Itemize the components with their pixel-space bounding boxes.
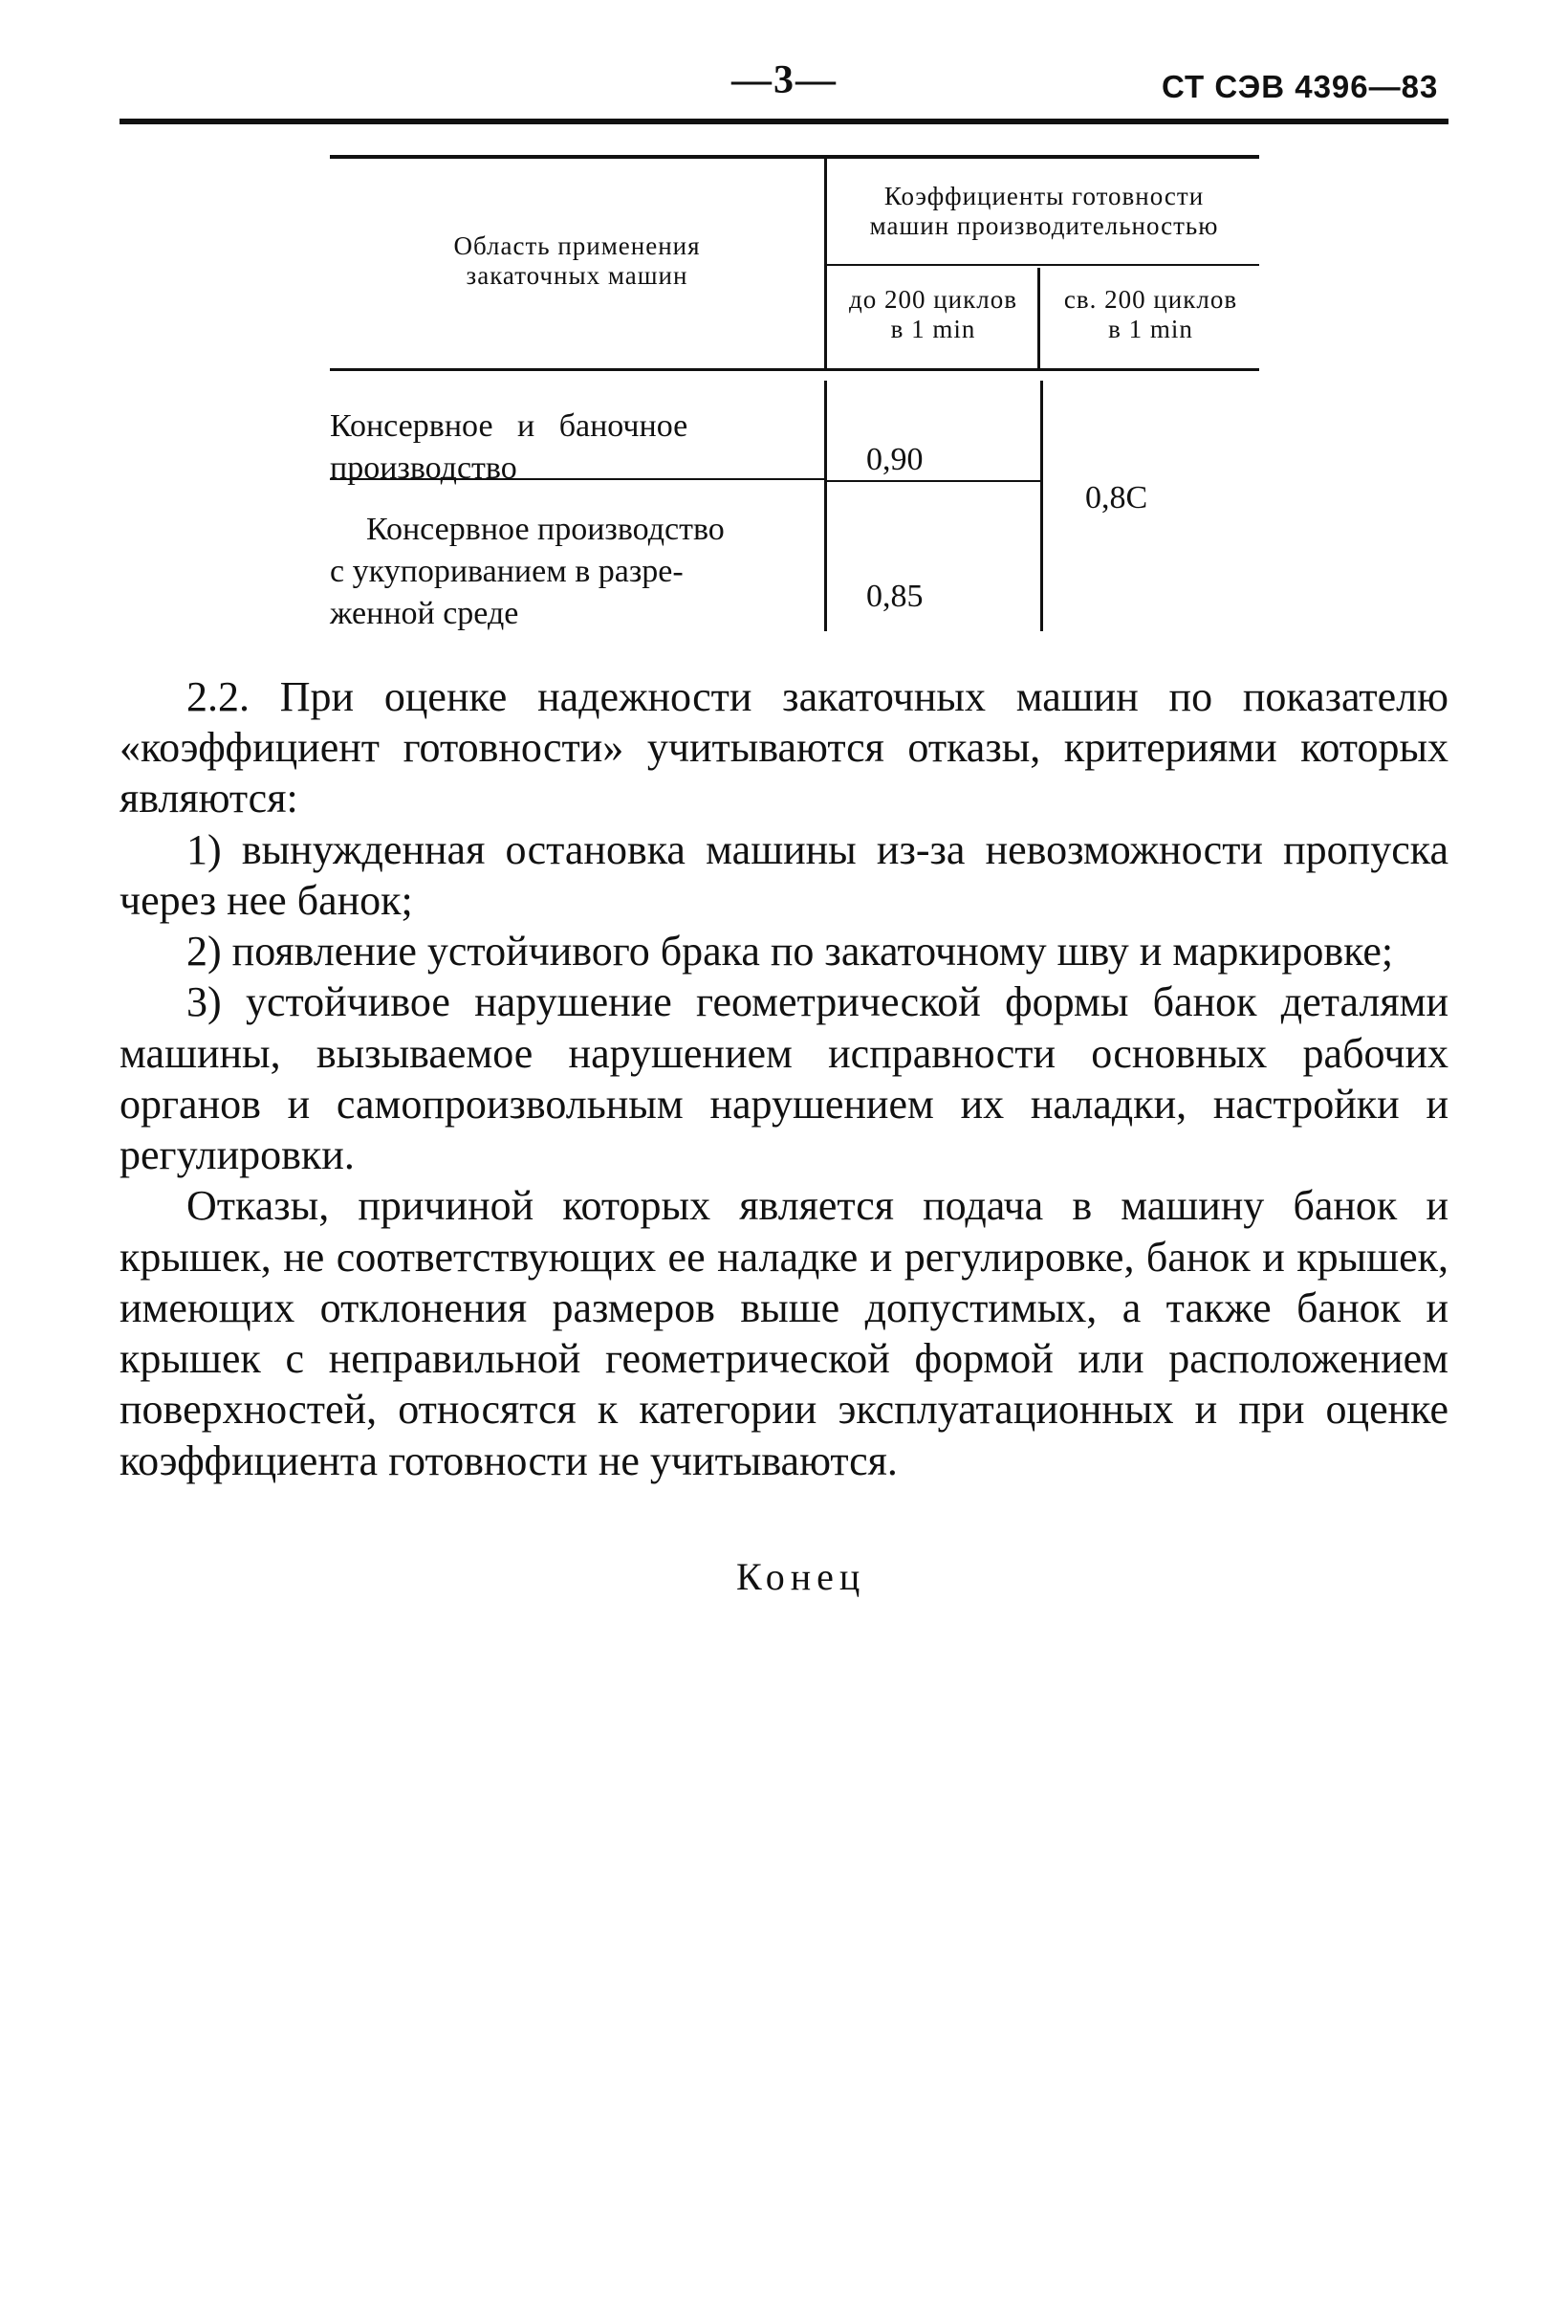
table-top-rule: [330, 155, 1259, 159]
col1-header: Область применения закаточных машин: [453, 231, 701, 291]
table-row-2-area-line3: женной среде: [330, 596, 519, 632]
sub-header-up-to-200: до 200 циклов в 1 min: [849, 285, 1017, 344]
group-header: Коэффициенты готовности машин производительностью: [869, 182, 1219, 241]
criterion-item-1: 1) вынужденная остановка машины из-за невозможности пропуска через нее банок;: [120, 825, 1448, 924]
sub-header-over-200: св. 200 циклов в 1 min: [1063, 285, 1238, 344]
page-number: —3—: [731, 58, 838, 102]
header-col-divider-1: [824, 159, 827, 368]
table-row-1-value-low: 0,90: [866, 442, 924, 477]
table-row-2-value-low: 0,85: [866, 579, 924, 614]
group-header-rule: [827, 264, 1259, 266]
end-word: Конец: [736, 1555, 866, 1598]
table-row-2-area: [330, 509, 803, 636]
standard-code: СТ СЭВ 4396—83: [1162, 69, 1439, 104]
table-row-1-area-line2: производство: [330, 450, 517, 487]
row-separator-2: [827, 480, 1042, 482]
table-row-2-area-line2: с укупориванием в разре-: [330, 554, 684, 590]
header-rule: [120, 119, 1448, 124]
table-value-high: 0,8C: [1085, 480, 1148, 515]
criterion-item-2: 2) появление устойчивого брака по закаточному шву и маркировке;: [186, 928, 1394, 976]
criterion-item-3: 3) устойчивое нарушение геометрической формы банок деталями машины, вызываемое нарушением исправности основных рабочих органов и самопроизвольным нарушением их наладки, настройки и регулировки.: [120, 978, 1448, 1179]
header-bottom-rule: [330, 368, 1259, 371]
body-col-divider-2: [1040, 381, 1043, 631]
table-row-2-area-line1: Консервное производство: [366, 512, 725, 547]
table-row-1-area-line1: Консервное и баночное: [330, 408, 688, 444]
paragraph-2-2: 2.2. При оценке надежности закаточных машин по показателю «коэффициент готовности» учитываются отказы, критериями которых являются:: [120, 673, 1448, 822]
body-text: [120, 671, 1448, 1486]
paragraph-exclusions: Отказы, причиной которых является подача в машину банок и крышек, не соответствующих ее наладке и регулировке, банок и крышек, имеющих отклонения размеров выше допустимых, а также банок и крышек с неправильной геометрической формой или расположением поверхностей, относятся к категории эксплуатационных и при оценке коэффициента готовности не учитываются.: [120, 1182, 1448, 1484]
table-row-1-area: [330, 406, 803, 490]
body-col-divider-1: [824, 381, 827, 631]
